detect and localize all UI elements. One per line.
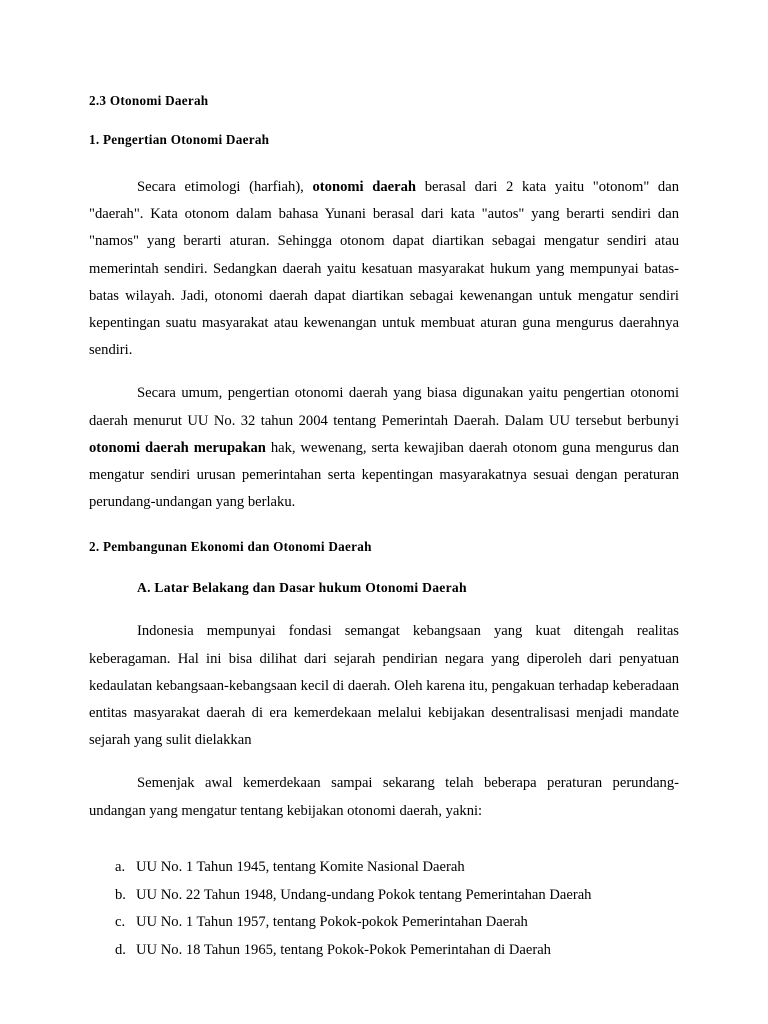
paragraph-secara-umum — [89, 380, 679, 516]
paragraph-2-lead: Secara umum, pengertian otonomi daerah yang biasa digunakan yaitu pengertian otonomi daerah menurut UU No. 32 tahun 2004 tentang Pemerintah Daerah. Dalam UU tersebut berbunyi — [89, 385, 679, 429]
paragraph-1-lead: Secara etimologi (harfiah), — [137, 179, 313, 195]
paragraph-semenjak: Semenjak awal kemerdekaan sampai sekarang telah beberapa peraturan perundang-undangan yang mengatur tentang kebijakan otonomi daerah, yakni: — [89, 775, 679, 819]
section-heading-2-3: 2.3 Otonomi Daerah — [89, 93, 209, 108]
document-body — [89, 92, 679, 964]
bold-otonomi-daerah-merupakan: otonomi daerah merupakan — [89, 439, 266, 456]
section-gap — [89, 521, 679, 538]
subsection-heading-2a: A. Latar Belakang dan Dasar hukum Otonomi Daerah — [137, 580, 467, 596]
list-item-text: UU No. 22 Tahun 1948, Undang-undang Pokok tentang Pemerintahan Daerah — [136, 886, 592, 903]
list-marker: c. — [115, 914, 126, 931]
paragraph-gap — [89, 369, 679, 380]
bold-otonomi-daerah: otonomi daerah — [312, 179, 417, 195]
list-item — [89, 937, 679, 964]
list-item — [89, 854, 679, 881]
paragraph-indonesia: Indonesia mempunyai fondasi semangat kebangsaan yang kuat ditengah realitas keberagaman. Hal ini bisa dilihat dari sejarah pendirian negara yang diperoleh dari penyatuan kedaulatan kebangsaan-kebangsaan kecil di daerah. Oleh karena itu, pengakuan terhadap keberadaan entitas masyarakat daerah di era kemerdekaan melalui kebijakan desentralisasi menjadi mandate sejarah yang sulit dielakkan — [89, 623, 679, 749]
list-item-text: UU No. 1 Tahun 1957, tentang Pokok-pokok Pemerintahan Daerah — [136, 914, 528, 931]
paragraph-1-rest: berasal dari 2 kata yaitu "otonom" dan "daerah". Kata otonom dalam bahasa Yunani berasal dari kata "autos" yang berarti sendiri dan "namos" yang berarti aturan. Sehingga otonom dapat diartikan sebagai mengatur sendiri atau memerintah sendiri. Sedangkan daerah yaitu kesatuan masyarakat hukum yang mempunyai batas-batas wilayah. Jadi, otonomi daerah dapat diartikan sebagai kewenangan untuk mengatur sendiri kepentingan suatu masyarakat atau kewenangan untuk membuat aturan guna mengurus daerahnya sendiri. — [89, 179, 680, 359]
list-marker: a. — [115, 858, 126, 875]
law-list — [89, 854, 679, 964]
list-item — [89, 909, 679, 936]
list-marker: d. — [115, 941, 126, 958]
subsection-heading-2: 2. Pembangunan Ekonomi dan Otonomi Daerah — [89, 539, 372, 555]
list-marker: b. — [115, 886, 126, 903]
paragraph-2-rest: hak, wewenang, serta kewajiban daerah otonom guna mengurus dan mengatur sendiri urusan pemerintahan serta kepentingan masyarakatnya sesuai dengan peraturan perundang-undangan yang berlaku. — [89, 439, 679, 511]
list-item-text: UU No. 18 Tahun 1965, tentang Pokok-Pokok Pemerintahan di Daerah — [136, 941, 551, 958]
paragraph-gap-2 — [89, 759, 679, 770]
list-item — [89, 882, 679, 909]
paragraph-etimologi — [89, 174, 679, 364]
list-item-text: UU No. 1 Tahun 1945, tentang Komite Nasional Daerah — [136, 858, 465, 875]
subsection-heading-1: 1. Pengertian Otonomi Daerah — [89, 132, 270, 147]
list-gap — [89, 830, 679, 854]
